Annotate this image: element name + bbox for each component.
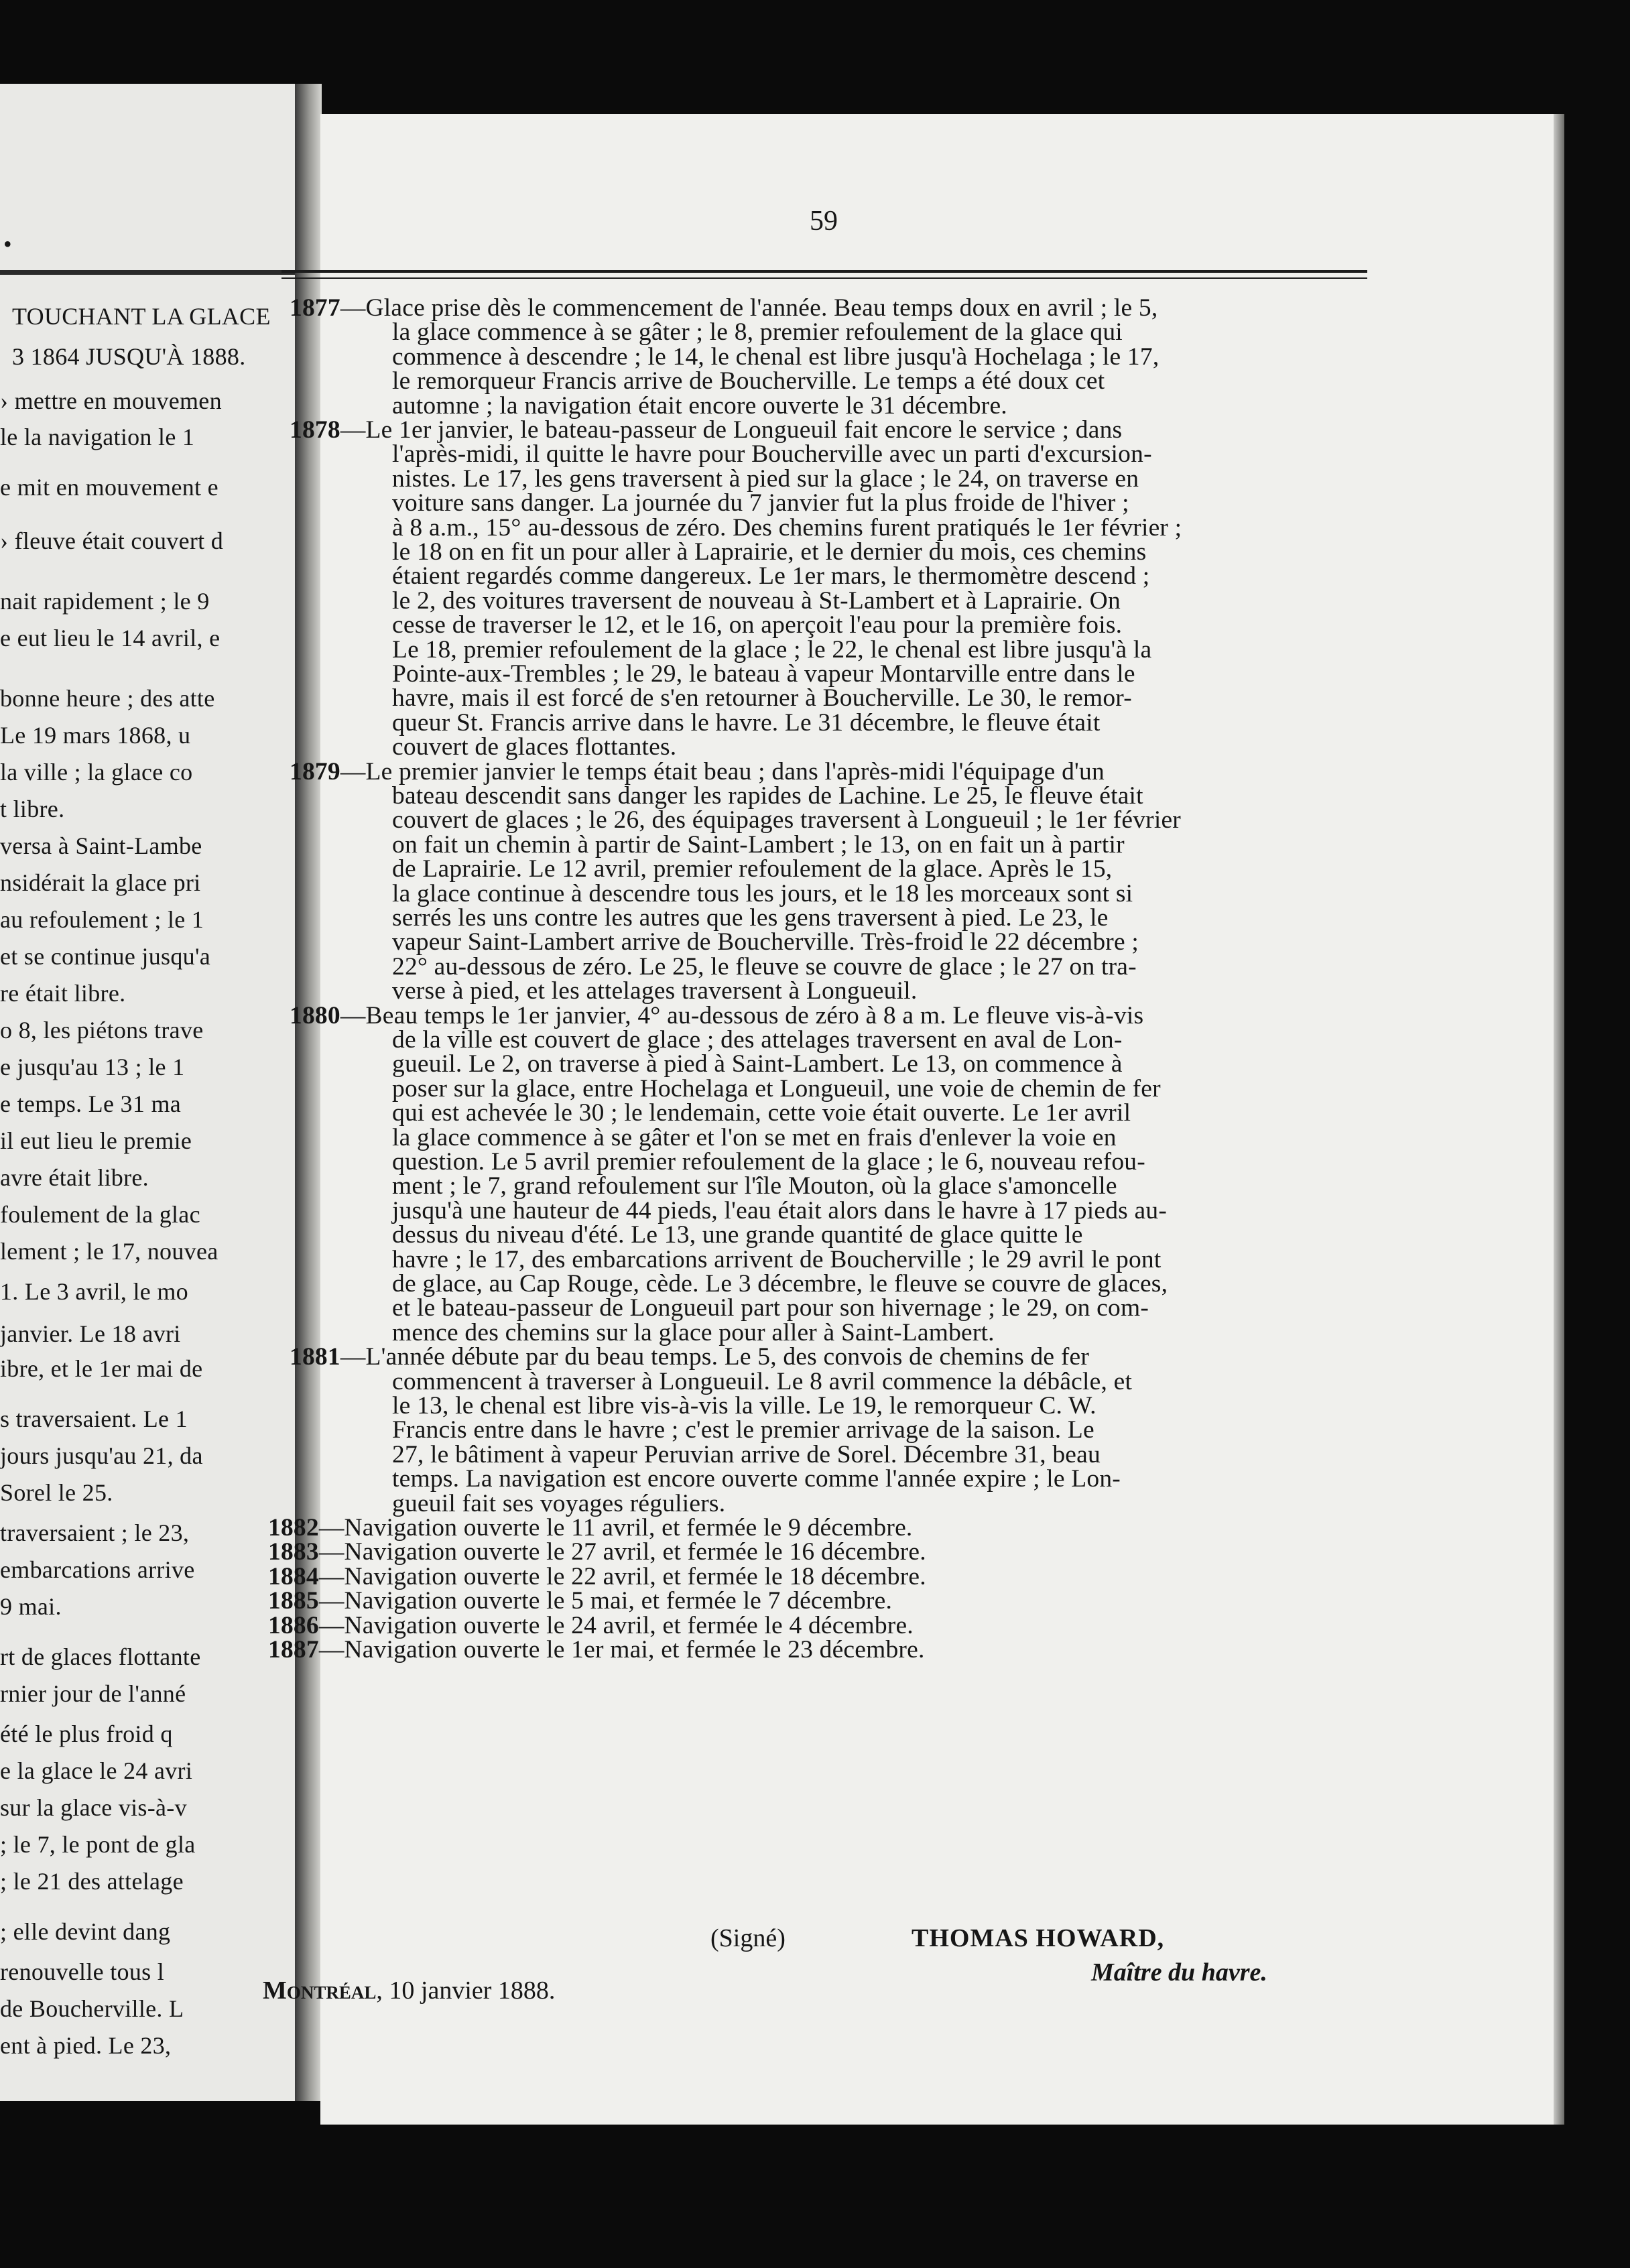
left-page-line: rnier jour de l'anné: [0, 1680, 186, 1707]
entry-line: Pointe-aux-Trembles ; le 29, le bateau à vapeur Montarville entre dans le: [392, 660, 1135, 688]
entry-year: 1881: [290, 1343, 340, 1371]
left-page-line: avre était libre.: [0, 1164, 149, 1191]
entry-text: —Navigation ouverte le 1er mai, et fermée le 23 décembre.: [318, 1636, 925, 1663]
left-page-line: Sorel le 25.: [0, 1479, 113, 1506]
entry-line: temps. La navigation est encore ouverte comme l'année expire ; le Lon-: [392, 1465, 1121, 1493]
entry-line: queur St. Francis arrive dans le havre. Le 31 décembre, le fleuve était: [392, 708, 1101, 737]
entry-line: nistes. Le 17, les gens traversent à pied sur la glace ; le 24, on traverse en: [392, 464, 1139, 493]
left-page-rule: [0, 270, 295, 275]
left-page-line: bonne heure ; des atte: [0, 685, 215, 712]
entry-line: commence à descendre ; le 14, le chenal est libre jusqu'à Hochelaga ; le 17,: [392, 342, 1159, 371]
left-page-line: ; le 21 des attelage: [0, 1868, 184, 1895]
entry-line: couvert de glaces ; le 26, des équipages traversent à Longueuil ; le 1er février: [392, 806, 1181, 834]
entry-line: 22° au-dessous de zéro. Le 25, le fleuve se couvre de glace ; le 27 on tra-: [392, 952, 1137, 981]
left-page-line: e la glace le 24 avri: [0, 1757, 193, 1784]
left-page-line: été le plus froid q: [0, 1720, 173, 1747]
dateline-place: Montréal: [263, 1976, 377, 2005]
signatory-title: Maître du havre.: [1091, 1958, 1267, 1987]
entry-line: voiture sans danger. La journée du 7 janvier fut la plus froide de l'hiver ;: [392, 489, 1129, 517]
left-page-line: jours jusqu'au 21, da: [0, 1442, 203, 1469]
entry-line: serrés les uns contre les autres que les gens traversent à pied. Le 23, le: [392, 904, 1109, 932]
signed-label: (Signé): [710, 1924, 786, 1952]
entry-line: de glace, au Cap Rouge, cède. Le 3 décembre, le fleuve se couvre de glaces,: [392, 1270, 1168, 1298]
entry-line: dessus du niveau d'été. Le 13, une grande quantité de glace quitte le: [392, 1221, 1083, 1249]
left-page-line: e jusqu'au 13 ; le 1: [0, 1054, 185, 1080]
left-page-line: traversaient ; le 23,: [0, 1519, 190, 1546]
entry-line: automne ; la navigation était encore ouverte le 31 décembre.: [392, 391, 1007, 420]
left-page-line: ; le 7, le pont de gla: [0, 1831, 196, 1858]
left-page-line: 1. Le 3 avril, le mo: [0, 1278, 188, 1305]
entry-line: mence des chemins sur la glace pour aller à Saint-Lambert.: [392, 1318, 995, 1346]
left-page-line: nait rapidement ; le 9: [0, 588, 210, 615]
left-page-line: ent à pied. Le 23,: [0, 2032, 172, 2059]
left-page-line: TOUCHANT LA GLACE: [12, 303, 271, 330]
entry-text: —Navigation ouverte le 27 avril, et fermée le 16 décembre.: [318, 1538, 926, 1566]
entry-text: —Glace prise dès le commencement de l'année. Beau temps doux en avril ; le 5,: [340, 294, 1158, 322]
entry-line: Le 18, premier refoulement de la glace ; le 22, le chenal est libre jusqu'à la: [392, 635, 1152, 664]
entry-line: Francis entre dans le havre ; c'est le premier arrivage de la saison. Le: [392, 1416, 1094, 1444]
entry-line: la glace continue à descendre tous les jours, et le 18 les morceaux sont si: [392, 879, 1133, 907]
entry-text: —Navigation ouverte le 24 avril, et fermée le 4 décembre.: [318, 1611, 914, 1639]
left-page-line: la ville ; la glace co: [0, 759, 193, 785]
left-page-line: o 8, les piétons trave: [0, 1017, 204, 1044]
entry-year: 1886: [268, 1611, 319, 1639]
header-rule: [281, 270, 1367, 273]
entry-line: la glace commence à se gâter ; le 8, premier refoulement de la glace qui: [392, 318, 1123, 346]
dateline-date: , 10 janvier 1888.: [376, 1976, 556, 2005]
left-page-line: ; elle devint dang: [0, 1918, 171, 1945]
entry-text: —Navigation ouverte le 22 avril, et fermée le 18 décembre.: [318, 1562, 926, 1590]
entry-line: le remorqueur Francis arrive de Boucherville. Le temps a été doux cet: [392, 367, 1105, 395]
entry-line: le 13, le chenal est libre vis-à-vis la ville. Le 19, le remorqueur C. W.: [392, 1392, 1096, 1420]
entry-text: —L'année débute par du beau temps. Le 5, des convois de chemins de fer: [340, 1343, 1090, 1371]
entry-year: 1880: [290, 1001, 340, 1029]
left-page-line: › fleuve était couvert d: [0, 527, 224, 554]
entry-line: 27, le bâtiment à vapeur Peruvian arrive de Sorel. Décembre 31, beau: [392, 1440, 1101, 1468]
page-edge: [1554, 114, 1564, 2125]
left-page-line: 9 mai.: [0, 1593, 62, 1620]
entry-line: de Laprairie. Le 12 avril, premier refoulement de la glace. Après le 15,: [392, 855, 1113, 883]
left-page-line: e mit en mouvement e: [0, 474, 218, 501]
entry-line: qui est achevée le 30 ; le lendemain, cette voie était ouverte. Le 1er avril: [392, 1099, 1131, 1127]
entry-year: 1877: [290, 294, 340, 322]
entry-year: 1878: [290, 416, 340, 444]
left-page-line: janvier. Le 18 avri: [0, 1320, 181, 1347]
dateline: [263, 1976, 555, 2005]
left-page-line: et se continue jusqu'a: [0, 943, 211, 970]
left-page-line: il eut lieu le premie: [0, 1127, 192, 1154]
left-page-line: le la navigation le 1: [0, 424, 195, 450]
entry-line: couvert de glaces flottantes.: [392, 733, 677, 761]
entry-line: l'après-midi, il quitte le havre pour Boucherville avec un parti d'excursion-: [392, 440, 1152, 468]
entry-line: question. Le 5 avril premier refoulement de la glace ; le 6, nouveau refou-: [392, 1148, 1145, 1176]
entry-line: havre ; le 17, des embarcations arrivent de Boucherville ; le 29 avril le pont: [392, 1245, 1162, 1273]
entry-text: —Le premier janvier le temps était beau ; dans l'après-midi l'équipage d'un: [340, 757, 1105, 785]
left-page-line: 3 1864 JUSQU'À 1888.: [12, 343, 246, 370]
left-page-line: de Boucherville. L: [0, 1995, 184, 2022]
entry-line: jusqu'à une hauteur de 44 pieds, l'eau était alors dans le havre à 17 pieds au-: [392, 1196, 1168, 1224]
left-page-line: e temps. Le 31 ma: [0, 1090, 182, 1117]
entry-line: commencent à traverser à Longueuil. Le 8 avril commence la débâcle, et: [392, 1367, 1133, 1395]
entry-text: —Navigation ouverte le 11 avril, et fermée le 9 décembre.: [318, 1514, 913, 1541]
left-page-line: foulement de la glac: [0, 1201, 200, 1228]
entry-line: bateau descendit sans danger les rapides de Lachine. Le 25, le fleuve était: [392, 782, 1143, 810]
entry-line: la glace commence à se gâter et l'on se met en frais d'enlever la voie en: [392, 1123, 1117, 1151]
left-page-line: t libre.: [0, 796, 65, 822]
signatory-name: THOMAS HOWARD,: [912, 1924, 1165, 1952]
entry-year: 1887: [268, 1636, 319, 1663]
entry-line: le 18 on en fit un pour aller à Laprairie, et le dernier du mois, ces chemins: [392, 538, 1147, 566]
left-page-line: versa à Saint-Lambe: [0, 832, 202, 859]
book-spine: [295, 84, 322, 2101]
header-rule-thin: [281, 277, 1367, 279]
left-facing-page: [0, 84, 295, 2101]
page-number: 59: [810, 206, 838, 237]
entry-line: de la ville est couvert de glace ; des attelages traversent en aval de Lon-: [392, 1026, 1123, 1054]
entry-line: poser sur la glace, entre Hochelaga et Longueuil, une voie de chemin de fer: [392, 1074, 1161, 1102]
entry-text: —Le 1er janvier, le bateau-passeur de Longueuil fait encore le service ; dans: [340, 416, 1123, 444]
left-page-line: lement ; le 17, nouvea: [0, 1238, 218, 1265]
entry-text: —Beau temps le 1er janvier, 4° au-dessous de zéro à 8 a m. Le fleuve vis-à-vis: [340, 1001, 1144, 1029]
left-page-line: nsidérait la glace pri: [0, 869, 201, 896]
left-page-line: sur la glace vis-à-v: [0, 1794, 187, 1821]
entry-year: 1884: [268, 1562, 319, 1590]
left-page-line: au refoulement ; le 1: [0, 906, 204, 933]
entry-line: gueuil fait ses voyages réguliers.: [392, 1489, 726, 1517]
entry-line: cesse de traverser le 12, et le 16, on aperçoit l'eau pour la première fois.: [392, 611, 1123, 639]
entry-line: havre, mais il est forcé de s'en retourner à Boucherville. Le 30, le remor-: [392, 684, 1132, 712]
left-page-line: ibre, et le 1er mai de: [0, 1355, 203, 1382]
entry-line: étaient regardés comme dangereux. Le 1er mars, le thermomètre descend ;: [392, 562, 1150, 590]
entry-line: ment ; le 7, grand refoulement sur l'île Mouton, où la glace s'amoncelle: [392, 1172, 1117, 1200]
entry-line: vapeur Saint-Lambert arrive de Boucherville. Très-froid le 22 décembre ;: [392, 928, 1139, 956]
entry-line: et le bateau-passeur de Longueuil part pour son hivernage ; le 29, on com-: [392, 1294, 1149, 1322]
entry-line: le 2, des voitures traversent de nouveau à St-Lambert et à Laprairie. On: [392, 586, 1121, 615]
left-page-line: Le 19 mars 1868, u: [0, 722, 191, 749]
entry-line: à 8 a.m., 15° au-dessous de zéro. Des chemins furent pratiqués le 1er février ;: [392, 513, 1182, 542]
entry-line: gueuil. Le 2, on traverse à pied à Saint-Lambert. Le 13, on commence à: [392, 1050, 1123, 1078]
entry-line: verse à pied, et les attelages traversent à Longueuil.: [392, 977, 918, 1005]
entry-year: 1883: [268, 1538, 319, 1566]
left-page-line: e eut lieu le 14 avril, e: [0, 625, 221, 651]
left-page-line: re était libre.: [0, 980, 126, 1007]
entry-year: 1882: [268, 1514, 319, 1541]
left-page-line: renouvelle tous l: [0, 1958, 165, 1985]
left-page-line: embarcations arrive: [0, 1556, 195, 1583]
entry-text: —Navigation ouverte le 5 mai, et fermée le 7 décembre.: [318, 1587, 893, 1615]
left-page-line: rt de glaces flottante: [0, 1643, 201, 1670]
entry-year: 1885: [268, 1587, 319, 1615]
left-page-line: •: [3, 231, 12, 257]
left-page-line: s traversaient. Le 1: [0, 1405, 188, 1432]
entry-year: 1879: [290, 757, 340, 785]
entry-line: on fait un chemin à partir de Saint-Lambert ; le 13, on en fait un à partir: [392, 830, 1125, 859]
entry-first-line: [268, 1635, 925, 1665]
left-page-line: › mettre en mouvemen: [0, 387, 222, 414]
